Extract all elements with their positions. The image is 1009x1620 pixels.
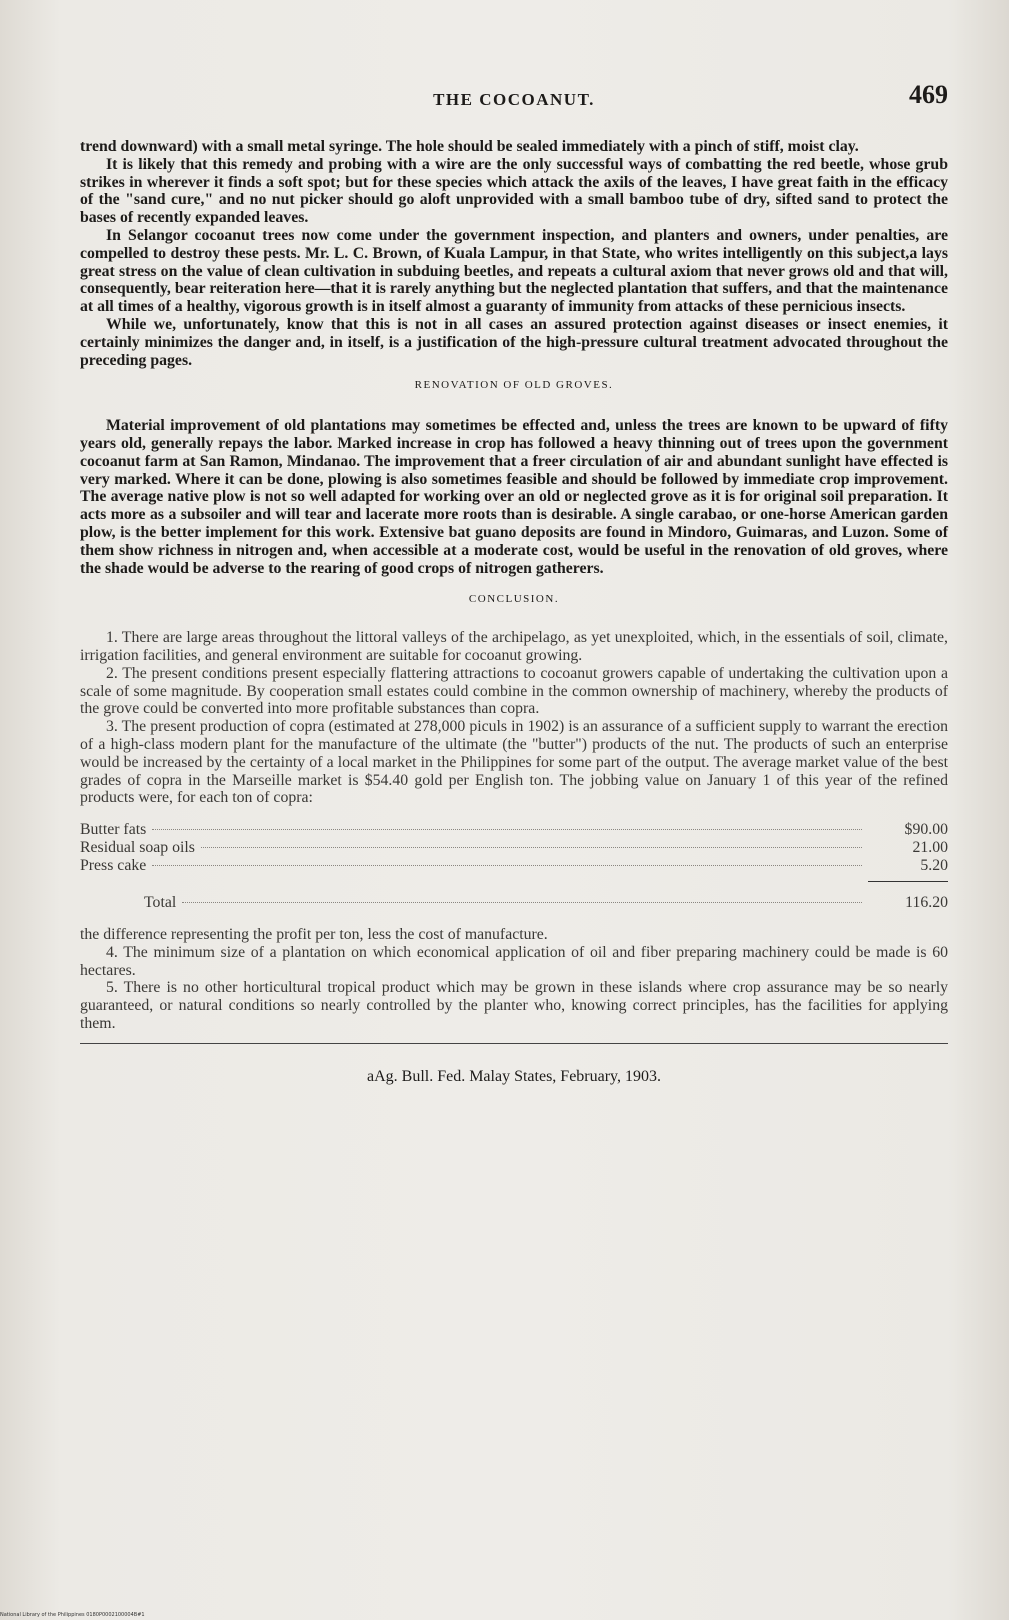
price-label: Residual soap oils (80, 839, 195, 857)
price-row (80, 839, 948, 857)
leader-dots (182, 902, 862, 903)
price-value: $90.00 (904, 821, 948, 839)
total-label: Total (144, 894, 177, 912)
after-total-text: the difference representing the profit per ton, less the cost of manufacture. (80, 926, 548, 944)
paragraph-4: While we, unfortunately, know that this is not in all cases an assured protection against diseases or insect enemies, it certainly minimizes the danger and, in itself, is a justification of the high-pressure cultural treatment advocated throughout the preceding pages. (80, 315, 948, 369)
section-heading-conclusion: CONCLUSION. (468, 593, 560, 606)
price-row (80, 821, 948, 839)
total-row (80, 894, 948, 912)
scan-identifier: National Library of the Philippines 0180P0002100004B#1 (0, 1612, 145, 1618)
conclusion-item-3: 3. The present production of copra (estimated at 278,000 piculs in 1902) is an assurance of a sufficient supply to warrant the erection of a high-class modern plant for the manufacture of the ultimate (the "butter") products of the nut. The products of such an enterprise would be increased by the certainty of a local market in the Philippines for some part of the output. The average market value of the best grades of copra in the Marseille market is $54.40 gold per English ton. The jobbing value on January 1 of this year of the refined products were, for each ton of copra: (80, 718, 948, 807)
page-number: 469 (909, 80, 948, 109)
running-head: THE COCOANUT. (433, 90, 595, 109)
conclusion-item-1: 1. There are large areas throughout the littoral valleys of the archipelago, as yet unexploited, which, in the essentials of soil, climate, irrigation facilities, and general environment are suitable for cocoanut growing. (80, 629, 948, 664)
price-table (80, 821, 948, 912)
paragraph-2: It is likely that this remedy and probing with a wire are the only successful ways of combatting the red beetle, whose grub strikes in wherever it finds a soft spot; but for these species which attack the axils of the leaves, I have great faith in the efficacy of the "sand cure," and no nut picker should go aloft unprovided with a small bamboo tube of dry, sifted sand to protect the bases of recently expanded leaves. (80, 155, 948, 227)
conclusion-item-4: 4. The minimum size of a plantation on which economical application of oil and fiber preparing machinery could be made is 60 hectares. (80, 943, 948, 979)
page-header (80, 80, 948, 120)
conclusion-item-5: 5. There is no other horticultural tropical product which may be grown in these islands where crop assurance may be so nearly guaranteed, or natural conditions so nearly controlled by the planter who, knowing correct principles, has the facilities for applying them. (80, 979, 948, 1033)
sum-rule (80, 881, 948, 882)
page-body (80, 138, 948, 1086)
paragraph-1: trend downward) with a small metal syringe. The hole should be sealed immediately with a pinch of stiff, moist clay. (80, 138, 859, 155)
total-value: 116.20 (905, 894, 948, 912)
footnote-rule (80, 1043, 948, 1044)
price-label: Butter fats (80, 821, 147, 839)
price-row (80, 857, 948, 875)
leader-dots (201, 847, 862, 848)
leader-dots (152, 829, 862, 830)
paragraph-3: In Selangor cocoanut trees now come under the government inspection, and planters and owners, under penalties, are compelled to destroy these pests. Mr. L. C. Brown, of Kuala Lampur, in that State, who writes intelligently on this subject,a lays great stress on the value of clean cultivation in subduing beetles, and repeats a cultural axiom that never grows old and that will, consequently, bear reiteration here—that it is rarely anything but the neglected plantation that suffers, and that the maintenance at all times of a healthy, vigorous growth is in itself almost a guaranty of immunity from attacks of these pernicious insects. (80, 226, 948, 316)
leader-dots (152, 865, 862, 866)
section-heading-renovation: RENOVATION OF OLD GROVES. (414, 379, 614, 392)
price-value: 5.20 (920, 857, 948, 875)
price-label: Press cake (80, 857, 147, 875)
conclusion-item-2: 2. The present conditions present especially flattering attractions to cocoanut growers capable of undertaking the cultivation upon a scale of some magnitude. By cooperation small estates could combine in the common ownership of machinery, whereby the products of the grove could be converted into more profitable substances than copra. (80, 664, 948, 718)
paragraph-renovation: Material improvement of old plantations may sometimes be effected and, unless the trees are known to be upward of fifty years old, generally repays the labor. Marked increase in crop has followed a heavy thinning out of trees upon the government cocoanut farm at San Ramon, Mindanao. The improvement that a freer circulation of air and abundant sunlight have effected is very marked. Where it can be done, plowing is also sometimes feasible and should be followed by immediate crop improvement. The average native plow is not so well adapted for working over an old or neglected grove as it is for original soil preparation. It acts more as a subsoiler and will tear and lacerate more roots than is desirable. A single carabao, or one-horse American garden plow, is the better implement for this work. Extensive bat guano deposits are found in Mindoro, Guimaras, and Luzon. Some of them show richness in nitrogen and, when accessible at a moderate cost, would be useful in the renovation of old groves, where the shade would be adverse to the rearing of good crops of nitrogen gatherers. (80, 417, 948, 577)
footnote: aAg. Bull. Fed. Malay States, February, 1903. (366, 1067, 662, 1085)
price-value: 21.00 (912, 839, 948, 857)
